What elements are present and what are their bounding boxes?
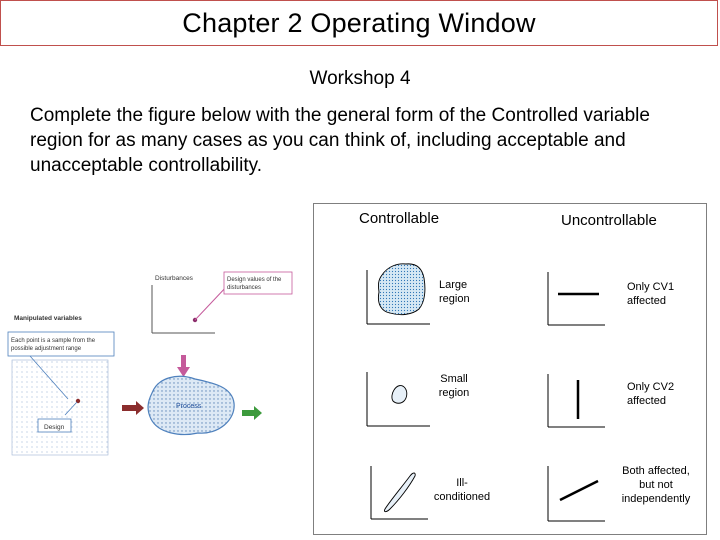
process-inset-diagram [0,265,305,465]
uncontrollable-header: Uncontrollable [561,212,657,229]
controllable-header: Controllable [359,210,440,227]
small-region-plot [364,368,434,430]
only-cv2-plot [545,372,607,430]
only-cv1-label: Only CV1 affected [627,281,675,307]
dependent-line [560,481,598,500]
ill-conditioned-shape [384,473,415,512]
small-region-shape [392,386,407,404]
sample-note-label: Each point is a sample from the possible adjustment range [11,338,96,352]
process-label: Process [176,403,202,410]
large-region-shape [378,264,425,315]
instructions-text: Complete the figure below with the general form of the Controlled variable region for as many cases as you can think of, including acceptable and unacceptable controllability. [30,105,650,176]
workshop-subtitle: Workshop 4 [309,68,411,89]
output-arrow-icon [242,406,262,420]
only-cv1-plot [545,270,607,328]
title-bar [0,0,718,46]
input-arrow-icon [122,401,144,415]
large-region-label: Large region [439,279,470,305]
disturbance-arrow-icon [177,367,190,377]
design-values-label: Design values of the disturbances [227,277,282,291]
manipulated-label: Manipulated variables [14,315,82,322]
both-dependent-plot [545,464,607,524]
ill-conditioned-label: Ill-conditioned [433,477,491,503]
design-label: Design [44,424,65,431]
disturbances-label: Disturbances [155,275,193,282]
large-region-plot [364,258,434,328]
only-cv2-label: Only CV2 affected [627,381,675,407]
sample-note-callout [8,332,114,356]
both-dependent-label: Both affected, but not independently [621,465,691,505]
manipulated-grid [12,360,108,455]
small-region-label: Small region [438,373,470,399]
disturbance-axes [152,285,228,333]
disturbance-arrow-shaft [181,355,186,367]
ill-conditioned-plot [368,463,434,523]
slide-title: Chapter 2 Operating Window [182,7,536,38]
